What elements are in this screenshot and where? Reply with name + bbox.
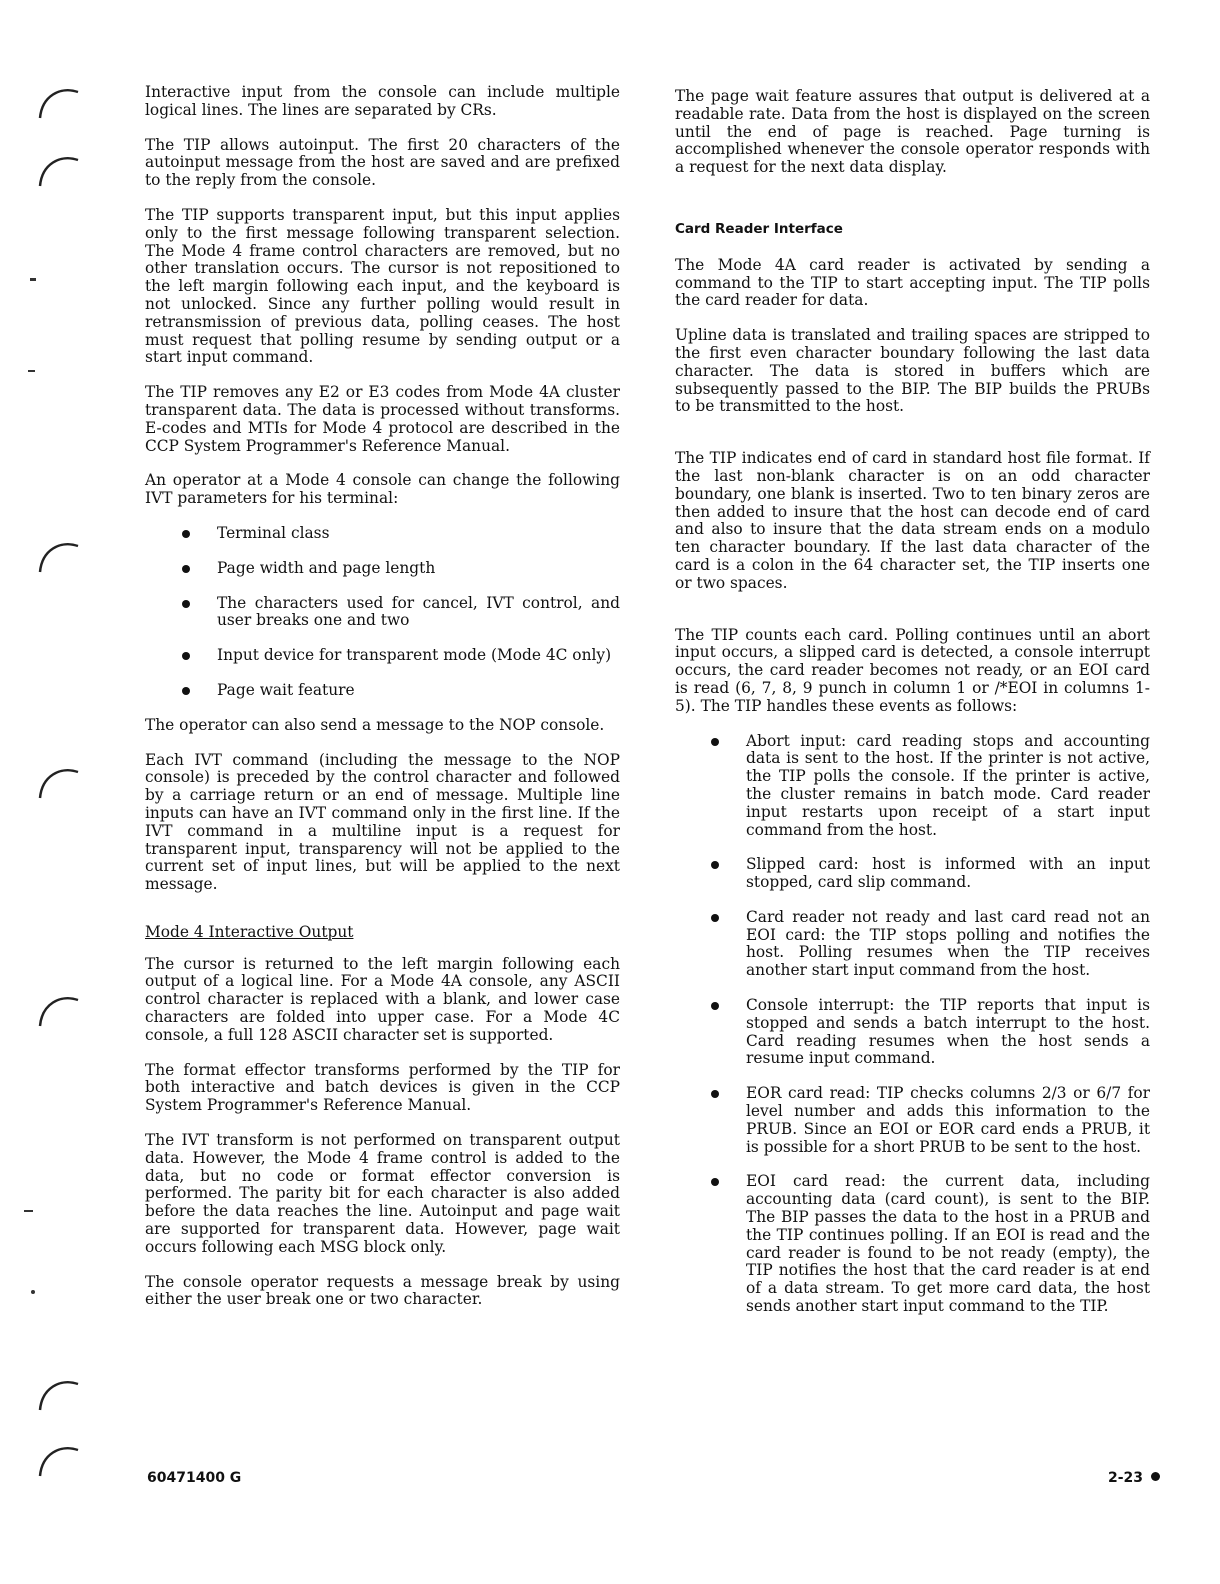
list-item — [675, 856, 1150, 892]
paragraph: The format effector transforms performed by the TIP for both interactive and batch devices is given in the CCP System Programmer's Reference Manual. — [145, 1060, 620, 1115]
list-item-text: Page width and page length — [217, 558, 436, 577]
bullet-icon — [182, 565, 190, 573]
bullet-icon — [711, 914, 719, 922]
list-item-text: Terminal class — [217, 523, 330, 542]
paragraph: The TIP indicates end of card in standard host file format. If the last non-blank character is on an odd character boundary, one blank is inserted. Two to ten binary zeros are then added to insure that the host can decode end of card and also to insure that the data stream ends on a modulo ten character boundary. If the last data character of the card is a colon in the 64 character set, the TIP inserts one or two spaces. — [675, 449, 1150, 592]
list-item-text: Slipped card: host is informed with an input stopped, card slip command. — [746, 855, 1150, 892]
card-event-list — [675, 733, 1150, 1316]
list-item-text: Page wait feature — [217, 680, 355, 699]
binder-hole-mark — [34, 990, 80, 1036]
bullet-icon — [711, 1002, 719, 1010]
list-item — [145, 560, 620, 578]
paragraph: The TIP removes any E2 or E3 codes from Mode 4A cluster transparent data. The data is processed without transforms. E-codes and MTIs for Mode 4 protocol are described in the CCP System Programmer's Reference Manual. — [145, 383, 620, 455]
bullet-icon — [182, 652, 190, 660]
paragraph: The TIP supports transparent input, but this input applies only to the first message following transparent selection. The Mode 4 frame control characters are removed, but no other translation occurs. The cursor is not repositioned to the left margin following each input, and the keyboard is not unlocked. Since any further polling would result in retransmission of previous data, polling ceases. The host must request that polling resume by sending output or a start input command. — [145, 205, 620, 367]
list-item — [145, 647, 620, 665]
paragraph: The operator can also send a message to the NOP console. — [145, 715, 605, 734]
paragraph: Interactive input from the console can include multiple logical lines. The lines are separated by CRs. — [145, 83, 620, 119]
scan-speck — [28, 370, 35, 372]
list-item-text: Console interrupt: the TIP reports that input is stopped and sends a batch interrupt to the host. Card reading resumes when the host sends a resume input command. — [746, 996, 1150, 1068]
paragraph: The Mode 4A card reader is activated by sending a command to the TIP to start accepting input. The TIP polls the card reader for data. — [675, 255, 1150, 310]
scan-speck — [30, 278, 36, 281]
paragraph: An operator at a Mode 4 console can change the following IVT parameters for his terminal: — [145, 471, 620, 508]
scan-speck — [31, 1290, 35, 1294]
paragraph: Upline data is translated and trailing spaces are stripped to the first even character boundary following the last data character. The data is stored in buffers which are subsequently passed to the BIP. The BIP builds the PRUBs to be transmitted to the host. — [675, 326, 1150, 416]
list-item — [675, 733, 1150, 840]
list-item — [675, 909, 1150, 980]
list-item — [675, 1173, 1150, 1315]
list-item — [145, 682, 620, 700]
paragraph: Each IVT command (including the message to the NOP console) is preceded by the control character and followed by a carriage return or an end of message. Multiple line inputs can have an IVT command only in the first line. If the IVT command in a multiline input is a request for transparent input, transparency will not be applied to the current set of input lines, but will be applied to the next message. — [145, 750, 620, 894]
list-item-text: Abort input: card reading stops and accounting data is sent to the host. If the printer is not active, the TIP polls the console. If the printer is active, the cluster remains in batch mode. Card reader input restarts upon receipt of a start input command from the host. — [746, 731, 1150, 839]
bullet-icon — [711, 861, 719, 869]
paragraph: The TIP allows autoinput. The first 20 characters of the autoinput message from the host are saved and are prefixed to the reply from the console. — [145, 135, 620, 190]
page-marker-icon — [1151, 1472, 1160, 1481]
page-number: 2-23 — [1108, 1470, 1144, 1486]
bullet-icon — [711, 738, 719, 746]
section-heading: Mode 4 Interactive Output — [145, 922, 354, 941]
list-item-text: The characters used for cancel, IVT control, and user breaks one and two — [217, 593, 620, 630]
list-item — [675, 997, 1150, 1068]
binder-hole-mark — [34, 82, 80, 128]
bullet-icon — [711, 1090, 719, 1098]
list-item-text: EOI card read: the current data, including accounting data (card count), is sent to the BIP. The BIP passes the data to the host in a PRUB and the TIP continues polling. If an EOI is read and the card reader is found to be not ready (empty), the TIP notifies the host that the card reader is at end of a data stream. To get more card data, the host sends another start input command to the TIP. — [746, 1172, 1150, 1316]
left-column — [145, 84, 620, 1326]
right-column — [675, 88, 1150, 1333]
document-number: 60471400 G — [147, 1470, 242, 1486]
section-heading: Card Reader Interface — [675, 220, 843, 237]
binder-hole-mark — [34, 150, 80, 196]
bullet-icon — [711, 1178, 719, 1186]
scan-speck — [24, 1210, 33, 1212]
page-number-block — [1108, 1470, 1160, 1486]
list-item — [675, 1085, 1150, 1156]
bullet-icon — [182, 600, 190, 608]
paragraph: The console operator requests a message break by using either the user break one or two character. — [145, 1272, 620, 1309]
bullet-icon — [182, 530, 190, 538]
list-item — [145, 595, 620, 631]
list-item-text: Input device for transparent mode (Mode 4C only) — [217, 646, 612, 665]
binder-hole-mark — [34, 762, 80, 808]
paragraph: The page wait feature assures that output is delivered at a readable rate. Data from the host is displayed on the screen until the end of page is reached. Page turning is accomplished whenever the console operator responds with a request for the next data display. — [675, 87, 1150, 177]
list-item-text: Card reader not ready and last card read not an EOI card: the TIP stops polling and notifies the host. Polling resumes when the TIP receives another start input command from the host. — [746, 907, 1150, 980]
bullet-icon — [182, 687, 190, 695]
binder-hole-mark — [34, 536, 80, 582]
binder-hole-mark — [34, 1440, 80, 1486]
binder-hole-mark — [34, 1374, 80, 1420]
paragraph: The IVT transform is not performed on transparent output data. However, the Mode 4 frame control is added to the data, but no code or format effector conversion is performed. The parity bit for each character is also added before the data reaches the line. Autoinput and page wait are supported for transparent data. However, page wait occurs following each MSG block only. — [145, 1131, 620, 1256]
paragraph: The TIP counts each card. Polling continues until an abort input occurs, a slipped card is detected, a console interrupt occurs, the card reader becomes not ready, or an EOI card is read (6, 7, 8, 9 punch in column 1 or /*EOI in columns 1-5). The TIP handles these events as follows: — [675, 625, 1150, 715]
list-item-text: EOR card read: TIP checks columns 2/3 or 6/7 for level number and adds this information to the PRUB. Since an EOI or EOR card ends a PRUB, it is possible for a short PRUB to be sent to the host. — [746, 1084, 1150, 1156]
list-item — [145, 525, 620, 543]
paragraph: The cursor is returned to the left margin following each output of a logical line. For a Mode 4A console, any ASCII control character is replaced with a blank, and lower case characters are folded into upper case. For a Mode 4C console, a full 128 ASCII character set is supported. — [145, 954, 620, 1044]
ivt-parameter-list — [145, 525, 620, 700]
